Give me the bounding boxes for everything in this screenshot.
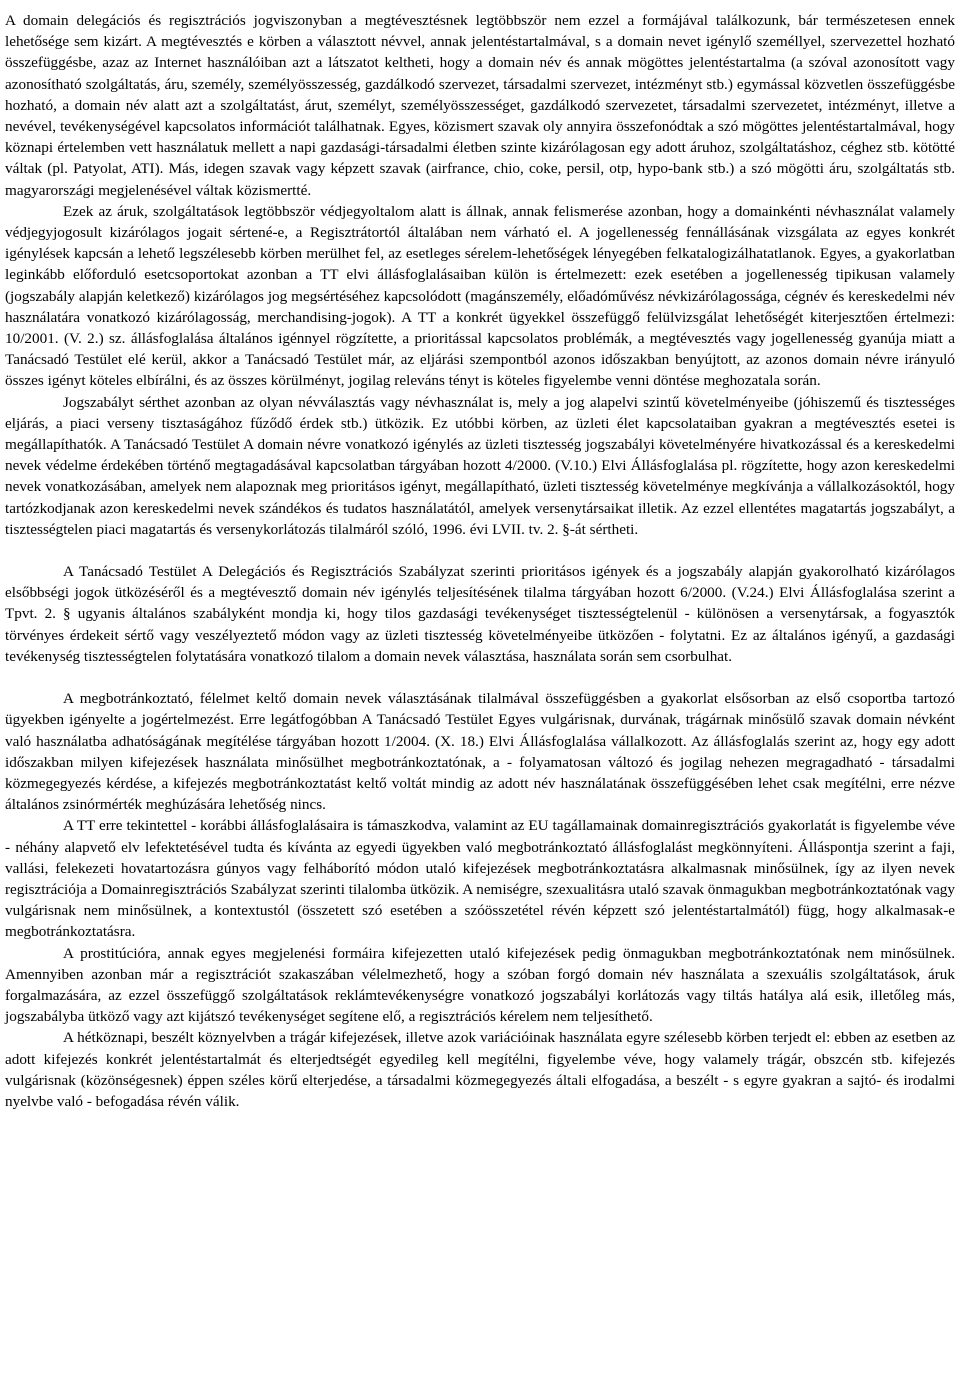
paragraph-offensive-names: A megbotránkoztató, félelmet keltő domain nevek választásának tilalmával összefüggésben a gyakorlat elsősorban az első csoportba tartozó ügyekben igényelte a jogértelmezést. Erre legátfogóbban A Tanácsadó Testület Egyes vulgárisnak, durvának, trágárnak minősülő szavak domain névként való használatba adhatóságának megítélése tárgyában hozott 1/2004. (X. 18.) Elvi Állásfoglalása vállalkozott. Az állásfoglalás szerint az, hogy egy adott időszakban milyen kifejezések használata minősülhet megbotránkoztatónak, a - folyamatosan változó és jogilag nehezen megragadható - társadalmi közmegegyezés kérdése, a kifejezés megbotránkoztatást keltő voltát mindig az adott név használatának összefüggésében lehet csak megítélni, erre nézve általános zsinórmérték meghúzására lehetőség nincs.	[5, 690, 955, 814]
paragraph-priority-claims: A Tanácsadó Testület A Delegációs és Regisztrációs Szabályzat szerinti prioritásos igények és a jogszabály alapján gyakorolható kizárólagos elsőbbségi jogok ütközéséről és a megtévesztő domain név igénylés teljesítésének tilalma tárgyában hozott 6/2000. (V.24.) Elvi Állásfoglalása szerint a Tpvt. 2. § ugyanis általános szabályként mondja ki, hogy tilos gazdasági tevékenységet tisztességtelenül - különösen a versenytársak, a fogyasztók törvényes érdekeit sértő vagy veszélyeztető módon vagy az üzleti tisztesség követelményeibe ütközően - folytatni. Ez az általános igényű, a gazdasági tevékenység tisztességtelen folytatására vonatkozó tilalom a domain nevek választása, használata során sem csorbulhat.	[5, 563, 955, 665]
paragraph-trademark-protection: Ezek az áruk, szolgáltatások legtöbbször védjegyoltalom alatt is állnak, annak felismerése azonban, hogy a domainkénti névhasználat valamely védjegyjogosult kizárólagos jogait sértené-e, a Regisztrátortól általában nem várható el. A jogellenesség fennállásának vizsgálata az egyes konkrét igénylések kapcsán a lehető legszélesebb körben merülhet fel, az esetleges sérelem-lehetőségek lényegében felkatalogizálhatatlanok. Egyes, a gyakorlatban leginkább előforduló esetcsoportokat azonban a TT elvi állásfoglalásaiban külön is értelmezett: ezek esetében a jogellenesség tipikusan valamely (jogszabály alapján keletkező) kizárólagos jog megsértéséhez kapcsolódott (magánszemély, előadóművész névkizárólagossága, cégnév és kereskedelmi név használatára vonatkozó kizárólagosság, merchandising-jogok). A TT a konkrét ügyekkel összefüggő felülvizsgálat lehetőségét kiterjesztően értelmezi: 10/2001. (V. 2.) sz. állásfoglalása általános igénnyel rögzítette, a prioritással kapcsolatos problémák, a megtévesztés vagy jogellenesség gyanúja miatt a Tanácsadó Testület elé kerül, akkor a Tanácsadó Testület már, az eljárási szempontból azonos időszakban benyújtott, az azonos domain névre irányuló összes igényt köteles elbírálni, és az összes körülményt, jogilag releváns tényt is köteles figyelembe venni döntése meghozatala során.	[5, 202, 955, 390]
paragraph-spacer	[5, 540, 955, 561]
paragraph-fair-competition: Jogszabályt sérthet azonban az olyan névválasztás vagy névhasználat is, mely a jog alapelvi szintű követelményeibe (jóhiszemű és tisztességes eljárás, a piaci verseny tisztaságához fűződő érdek stb.) ütközik. Ez utóbbi körben, az üzleti élet kapcsolataiban gyakran a megtévesztés esetei is megállapíthatók. A Tanácsadó Testület A domain névre vonatkozó igénylés az üzleti tisztesség jogszabályi követelményére hivatkozással és a kereskedelmi nevek védelme érdekében történő megtagadásával kapcsolatban tárgyában hozott 4/2000. (V.10.) Elvi Állásfoglalása pl. rögzítette, hogy azon kereskedelmi nevek vonatkozásában, amelyek nem alapoznak meg prioritásos igényt, megállapítható, üzleti tisztesség követelménye megkívánja a vállalkozásoktól, hogy tartózkodjanak azon kereskedelmi nevek szándékos és tudatos használatától, amelyek versenytársaikat illetik. Az ezzel ellentétes magatartás jogszabályt, a tisztességtelen piaci magatartás és versenykorlátozás tilalmáról szóló, 1996. évi LVII. tv. 2. §-át sértheti.	[5, 393, 955, 538]
paragraph-tt-principles: A TT erre tekintettel - korábbi állásfoglalásaira is támaszkodva, valamint az EU tagállamainak domainregisztrációs gyakorlatát is figyelembe véve - néhány alapvető elv lefektetésével tudta és kívánta az egyedi ügyekben való megbotránkoztató állásfoglalást megkönnyíteni. Álláspontja szerint a faji, vallási, felekezeti hovatartozásra gúnyos vagy felháborító módon utaló kifejezések megbotránkoztatásra alkalmasnak minősülnek, így az ilyen nevek regisztrációja a Domainregisztrációs Szabályzat szerinti tilalomba ütközik. A nemiségre, szexualitásra utaló szavak önmagukban megbotránkoztatónak vagy vulgárisnak nem minősülnek, a kontextustól (összetett szó esetében a szóösszetétel révén képzett szó jelentéstartalmától) függ, hogy alkalmasak-e megbotránkoztatásra.	[5, 817, 955, 941]
paragraph-delegation-deception: A domain delegációs és regisztrációs jogviszonyban a megtévesztésnek legtöbbször nem ezzel a formájával találkozunk, bár természetesen ennek lehetősége sem kizárt. A megtévesztés e körben a választott névvel, annak jelentéstartalmával, s a domain nevet igénylő személlyel, szervezettel hozható összefüggésbe, azaz az Internet használóiban azt a látszatot keltheti, hogy a domain név és annak mögöttes jelentéstartalma (a szóval azonosított vagy azonosítható szolgáltatás, áru, személy, személyösszesség, gazdálkodó szervezet, társadalmi szervezet, intézményt stb.) egymással közvetlen összefüggésbe hozható, a domain név alatt azt a szolgáltatást, árut, személyt, személyösszességet, gazdálkodó szervezetet, társadalmi szervezetet, intézményt, illetve a nevével, tevékenységével kapcsolatos információt találhatnak. Egyes, közismert szavak oly annyira összefonódtak a szó mögöttes jelentéstartalmával, hogy köznapi értelemben vett használatuk mellett a napi gazdasági-társadalmi életben szinte kizárólagosan egy adott áruhoz, szolgáltatáshoz, céghez stb. kötötté váltak (pl. Patyolat, ATI). Más, idegen szavak vagy képzett szavak (airfrance, chio, coke, persil, otp, hypo-bank stb.) a szó mögötti áru, szolgáltatás stb. magyarországi megjelenésével váltak közismertté.	[5, 12, 955, 199]
paragraph-vulgar-language: A hétköznapi, beszélt köznyelvben a trágár kifejezések, illetve azok variációinak használata egyre szélesebb körben terjedt el: ebben az esetben az adott kifejezés konkrét jelentéstartalmát és elterjedtségét egyedileg kell megítélni, figyelembe véve, hogy valamely trágár, obszcén stb. kifejezés vulgárisnak (közönségesnek) éppen széles körű elterjedése, a társadalmi közmegegyezés általi elfogadása, a beszélt - s egyre gyakran a sajtó- és irodalmi nyelvbe való - befogadása révén válik.	[5, 1029, 955, 1110]
paragraph-prostitution-terms: A prostitúcióra, annak egyes megjelenési formáira kifejezetten utaló kifejezések pedig önmagukban megbotránkoztatónak nem minősülnek. Amennyiben azonban már a regisztrációt szakaszában vélelmezhető, hogy a szóban forgó domain név használata a szexuális szolgáltatások, áruk forgalmazására, az ezzel összefüggő szolgáltatások reklámtevékenységre vonatkozó jogszabályi korlátozás vagy tiltás hatálya alá esik, illetőleg más, jogszabályba ütköző vagy azt kijátszó tevékenységet segítene elő, a regisztrációs kérelem nem teljesíthető.	[5, 944, 955, 1026]
paragraph-spacer	[5, 667, 955, 688]
